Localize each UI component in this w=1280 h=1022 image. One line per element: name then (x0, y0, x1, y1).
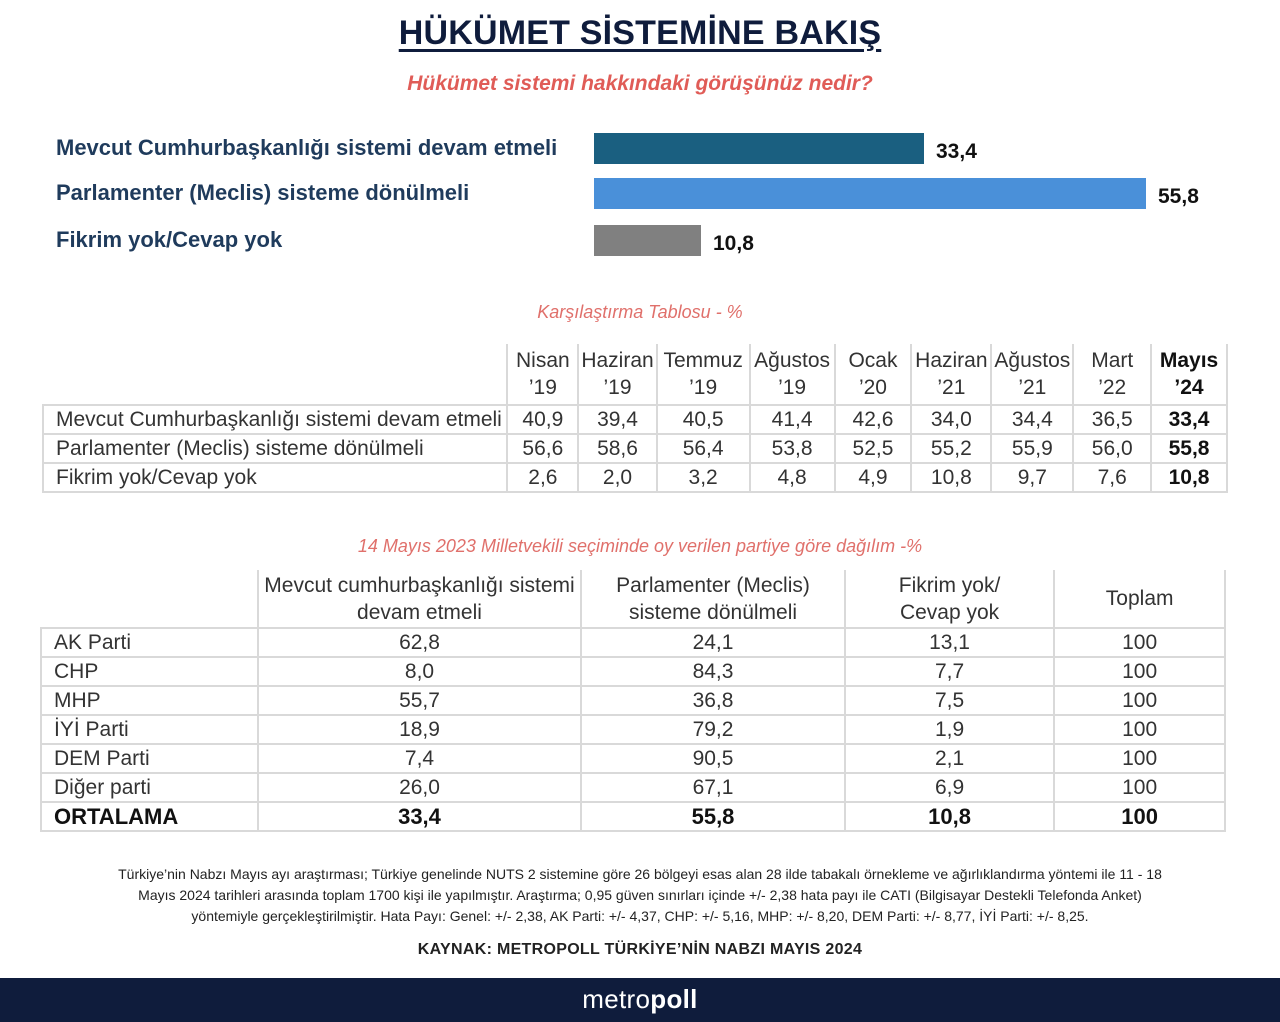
party-average-cell: 55,8 (581, 802, 845, 831)
comparison-row (43, 405, 1227, 434)
comparison-cell: 4,9 (835, 463, 912, 492)
comparison-cell: 40,5 (657, 405, 750, 434)
party-row (41, 628, 1225, 657)
party-cell: 100 (1054, 715, 1225, 744)
party-average-cell: 100 (1054, 802, 1225, 831)
party-cell: 7,5 (845, 686, 1055, 715)
party-average-row (41, 802, 1225, 831)
party-header-row (41, 570, 1225, 628)
brand-logo: metropoll (582, 984, 698, 1014)
comparison-col-header: Temmuz ’19 (657, 344, 750, 405)
party-cell: 13,1 (845, 628, 1055, 657)
party-cell: 84,3 (581, 657, 845, 686)
bar-chart (40, 124, 1240, 264)
party-row (41, 657, 1225, 686)
comparison-cell-current: 33,4 (1151, 405, 1227, 434)
comparison-cell: 4,8 (750, 463, 835, 492)
party-col-header: Toplam (1054, 570, 1225, 628)
party-cell: 100 (1054, 628, 1225, 657)
footnote-line: yöntemiyle gerçekleştirilmiştir. Hata Payı: Genel: +/- 2,38, AK Parti: +/- 4,37, CHP: +/- 5,16, MHP: +/- 8,20, DEM Parti: +/- 8,77, İYİ Parti: +/- 8,25. (191, 908, 1089, 924)
party-cell: 2,1 (845, 744, 1055, 773)
comparison-col-header-current: Mayıs ’24 (1151, 344, 1227, 405)
party-row-label: Diğer parti (41, 773, 258, 802)
party-cell: 36,8 (581, 686, 845, 715)
party-row-label: DEM Parti (41, 744, 258, 773)
comparison-col-header: Ağustos ’21 (991, 344, 1073, 405)
party-row (41, 773, 1225, 802)
party-col-header: Mevcut cumhurbaşkanlığı sistemi devam etmeli (258, 570, 582, 628)
party-cell: 6,9 (845, 773, 1055, 802)
comparison-cell: 9,7 (991, 463, 1073, 492)
page-title: HÜKÜMET SİSTEMİNE BAKIŞ (398, 14, 882, 52)
comparison-cell: 3,2 (657, 463, 750, 492)
comparison-cell: 34,0 (911, 405, 991, 434)
party-cell: 7,4 (258, 744, 582, 773)
party-col-header: Fikrim yok/ Cevap yok (845, 570, 1055, 628)
comparison-corner (43, 344, 507, 405)
party-cell: 100 (1054, 686, 1225, 715)
comparison-row-label: Mevcut Cumhurbaşkanlığı sistemi devam etmeli (43, 405, 507, 434)
bar-value-label: 10,8 (713, 232, 754, 255)
comparison-cell: 56,4 (657, 434, 750, 463)
bar-category-label: Mevcut Cumhurbaşkanlığı sistemi devam etmeli (56, 135, 558, 160)
bar-category-label: Parlamenter (Meclis) sisteme dönülmeli (56, 180, 470, 205)
comparison-cell: 42,6 (835, 405, 912, 434)
comparison-col-header: Mart ’22 (1073, 344, 1151, 405)
party-cell: 100 (1054, 657, 1225, 686)
bar-category-label: Fikrim yok/Cevap yok (56, 227, 283, 252)
comparison-cell: 55,9 (991, 434, 1073, 463)
chart-subtitle: Hükümet sistemi hakkındaki görüşünüz nedir? (407, 72, 873, 95)
bar-mark (594, 133, 924, 164)
party-row (41, 686, 1225, 715)
party-corner (41, 570, 258, 628)
footnote-line: Türkiye’nin Nabzı Mayıs ayı araştırması; Türkiye genelinde NUTS 2 sistemine göre 26 bölgeyi esas alan 28 ilde tabakalı örnekleme ve ağırlıklandırma yöntemi ile 11 - 18 (118, 866, 1162, 882)
party-table-title: 14 Mayıs 2023 Milletvekili seçiminde oy verilen partiye göre dağılım -% (357, 536, 923, 556)
party-row-label: MHP (41, 686, 258, 715)
bar-mark (594, 225, 701, 256)
party-average-cell: 10,8 (845, 802, 1055, 831)
comparison-row (43, 463, 1227, 492)
comparison-cell: 2,6 (507, 463, 578, 492)
party-cell: 67,1 (581, 773, 845, 802)
comparison-cell-current: 55,8 (1151, 434, 1227, 463)
comparison-cell: 36,5 (1073, 405, 1151, 434)
bar-mark (594, 178, 1146, 209)
party-row-label: İYİ Parti (41, 715, 258, 744)
bar-value-label: 33,4 (936, 140, 977, 163)
comparison-cell: 2,0 (578, 463, 656, 492)
comparison-title: Karşılaştırma Tablosu - % (537, 302, 743, 322)
party-cell: 100 (1054, 744, 1225, 773)
comparison-col-header: Haziran ’21 (911, 344, 991, 405)
comparison-row (43, 434, 1227, 463)
comparison-cell: 34,4 (991, 405, 1073, 434)
comparison-cell: 10,8 (911, 463, 991, 492)
party-cell: 26,0 (258, 773, 582, 802)
comparison-cell: 58,6 (578, 434, 656, 463)
bar-value-label: 55,8 (1158, 185, 1199, 208)
comparison-cell: 56,6 (507, 434, 578, 463)
footnote-line: Mayıs 2024 tarihleri arasında toplam 1700 kişi ile yapılmıştır. Araştırma; 0,95 güven sınırları içinde +/- 2,38 hata payı ile CATI (Bilgisayar Destekli Telefonda Anket) (138, 887, 1142, 903)
party-col-header: Parlamenter (Meclis) sisteme dönülmeli (581, 570, 845, 628)
party-row-label: AK Parti (41, 628, 258, 657)
comparison-cell: 56,0 (1073, 434, 1151, 463)
party-table (40, 570, 1226, 832)
comparison-header-row (43, 344, 1227, 405)
comparison-table (42, 344, 1228, 493)
party-cell: 18,9 (258, 715, 582, 744)
party-cell: 100 (1054, 773, 1225, 802)
party-row (41, 715, 1225, 744)
comparison-cell: 40,9 (507, 405, 578, 434)
party-cell: 1,9 (845, 715, 1055, 744)
party-cell: 79,2 (581, 715, 845, 744)
party-average-label: ORTALAMA (41, 802, 258, 831)
comparison-cell: 7,6 (1073, 463, 1151, 492)
party-cell: 8,0 (258, 657, 582, 686)
comparison-cell: 55,2 (911, 434, 991, 463)
party-row (41, 744, 1225, 773)
comparison-cell: 52,5 (835, 434, 912, 463)
comparison-col-header: Nisan ’19 (507, 344, 578, 405)
comparison-col-header: Ağustos ’19 (750, 344, 835, 405)
comparison-cell-current: 10,8 (1151, 463, 1227, 492)
comparison-col-header: Haziran ’19 (578, 344, 656, 405)
party-cell: 24,1 (581, 628, 845, 657)
comparison-row-label: Parlamenter (Meclis) sisteme dönülmeli (43, 434, 507, 463)
party-cell: 62,8 (258, 628, 582, 657)
methodology-footnote (60, 864, 1220, 927)
party-average-cell: 33,4 (258, 802, 582, 831)
comparison-cell: 39,4 (578, 405, 656, 434)
source-label: KAYNAK: METROPOLL TÜRKİYE’NİN NABZI MAYIS 2024 (417, 941, 863, 958)
comparison-row-label: Fikrim yok/Cevap yok (43, 463, 507, 492)
party-row-label: CHP (41, 657, 258, 686)
party-cell: 90,5 (581, 744, 845, 773)
comparison-col-header: Ocak ’20 (835, 344, 912, 405)
comparison-cell: 41,4 (750, 405, 835, 434)
comparison-cell: 53,8 (750, 434, 835, 463)
party-cell: 55,7 (258, 686, 582, 715)
party-cell: 7,7 (845, 657, 1055, 686)
